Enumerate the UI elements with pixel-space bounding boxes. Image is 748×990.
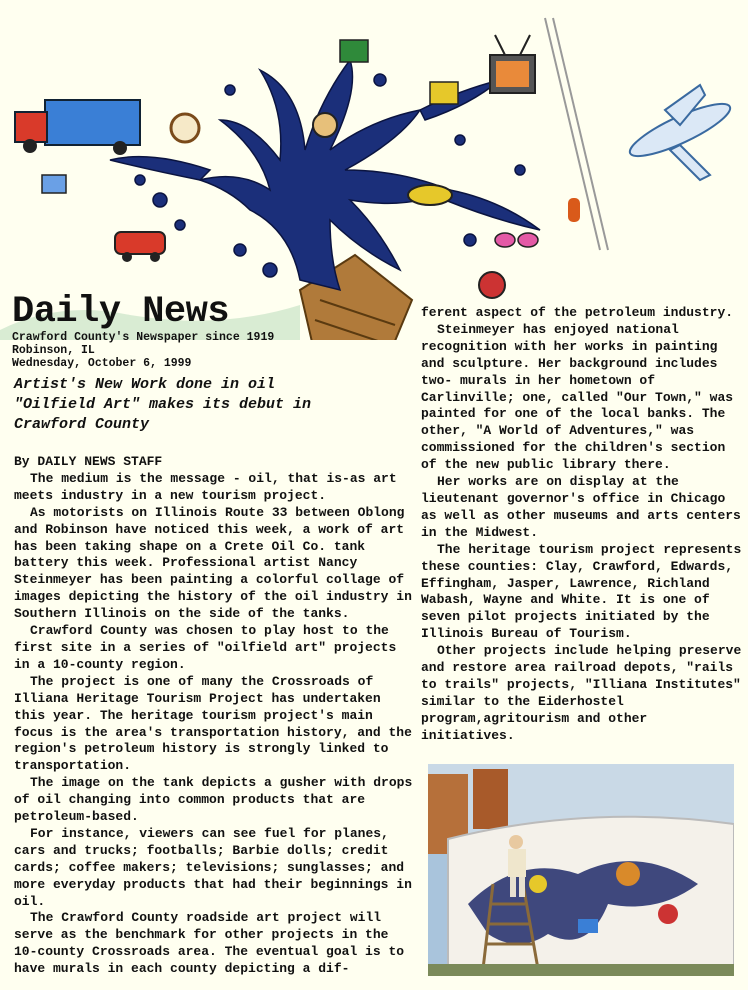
football-icon [313,113,337,137]
yellow-car-icon [408,185,452,205]
paragraph: Steinmeyer has enjoyed national recognition with her works in painting and sculpture. Her background includes two- murals in her hometown of Carlinville; one, called "Our Town," was painted for one of the local banks. The other, "A World of Adventures," was commissioned for the children's section of the new public library there. [421,321,734,473]
purse-icon [430,82,458,104]
sunglasses-icon [495,233,538,247]
bottle-icon [568,198,580,222]
paragraph: The medium is the message - oil, that is-as art meets industry in a new tourism project. [14,470,397,503]
mural-photo [428,764,734,976]
paragraph: The project is one of many the Crossroads of Illiana Heritage Tourism Project has undertaken this year. The heritage tourism project's main focus is the area's transportation history, and the region's petroleum history is strongly linked to transportation. [14,673,412,774]
masthead [12,293,312,370]
basket-icon [42,175,66,193]
headline-line: Crawford County [14,416,150,433]
clock-icon [171,114,199,142]
article-column-left [14,454,414,978]
article-headline [14,375,374,435]
donut-icon [479,272,505,298]
newspaper-title: Daily News [12,291,230,333]
paragraph: Her works are on display at the lieutenant governor's office in Chicago as well as other museums and arts centers in the Midwest. [421,474,741,540]
paragraph: As motorists on Illinois Route 33 between Oblong and Robinson have noticed this week, a work of art has been taking shape on a Crete Oil Co. tank battery this week. Professional artist Nancy Steinmeyer has been painting a colorful collage of images depicting the history of the oil industry in Southern Illinois on the side of the tanks. [14,504,412,622]
oil-splash-icon [110,60,540,290]
paragraph: The heritage tourism project represents these counties: Clay, Crawford, Edwards, Effingham, Jasper, Lawrence, Richland Wabash, Wayne and White. It is one of seven pilot projects initiated by the Illinois Bureau of Tourism. [421,541,742,642]
tent-icon [340,40,368,62]
airplane-icon [625,85,736,180]
headline-line: "Oilfield Art" makes its debut in [14,396,312,413]
paragraph: For instance, viewers can see fuel for planes, cars and trucks; footballs; Barbie dolls; credit cards; coffee makers; televisions; sunglasses; and more everyday products that had their beginnings in oil. [14,825,412,909]
byline: By DAILY NEWS STAFF [14,454,163,469]
gusher-illustration [0,0,748,340]
car-icon [115,232,165,262]
paragraph: The Crawford County roadside art project will serve as the benchmark for other projects in the 10-county Crossroads area. The eventual goal is to have murals in each county depicting a dif- [14,910,405,977]
paragraph-continued: ferent aspect of the petroleum industry. [421,305,734,320]
tagline: Crawford County's Newspaper since 1919 [12,331,275,344]
article-column-right [421,305,747,745]
paragraph: Other projects include helping preserve and restore area railroad depots, "rails to trails" projects, "Illiana Institutes" similar to the Eiderhostel program,agritourism and other initiatives. [421,643,742,743]
paragraph: The image on the tank depicts a gusher with drops of oil changing into common products that are petroleum-based. [14,775,413,825]
truck-icon [15,100,140,155]
television-icon [490,35,535,93]
issue-date: Wednesday, October 6, 1999 [12,357,192,370]
headline-line: Artist's New Work done in oil [14,376,276,393]
location: Robinson, IL [12,344,95,357]
paragraph: Crawford County was chosen to play host to the first site in a series of "oilfield art" projects in a 10-county region. [14,623,397,672]
